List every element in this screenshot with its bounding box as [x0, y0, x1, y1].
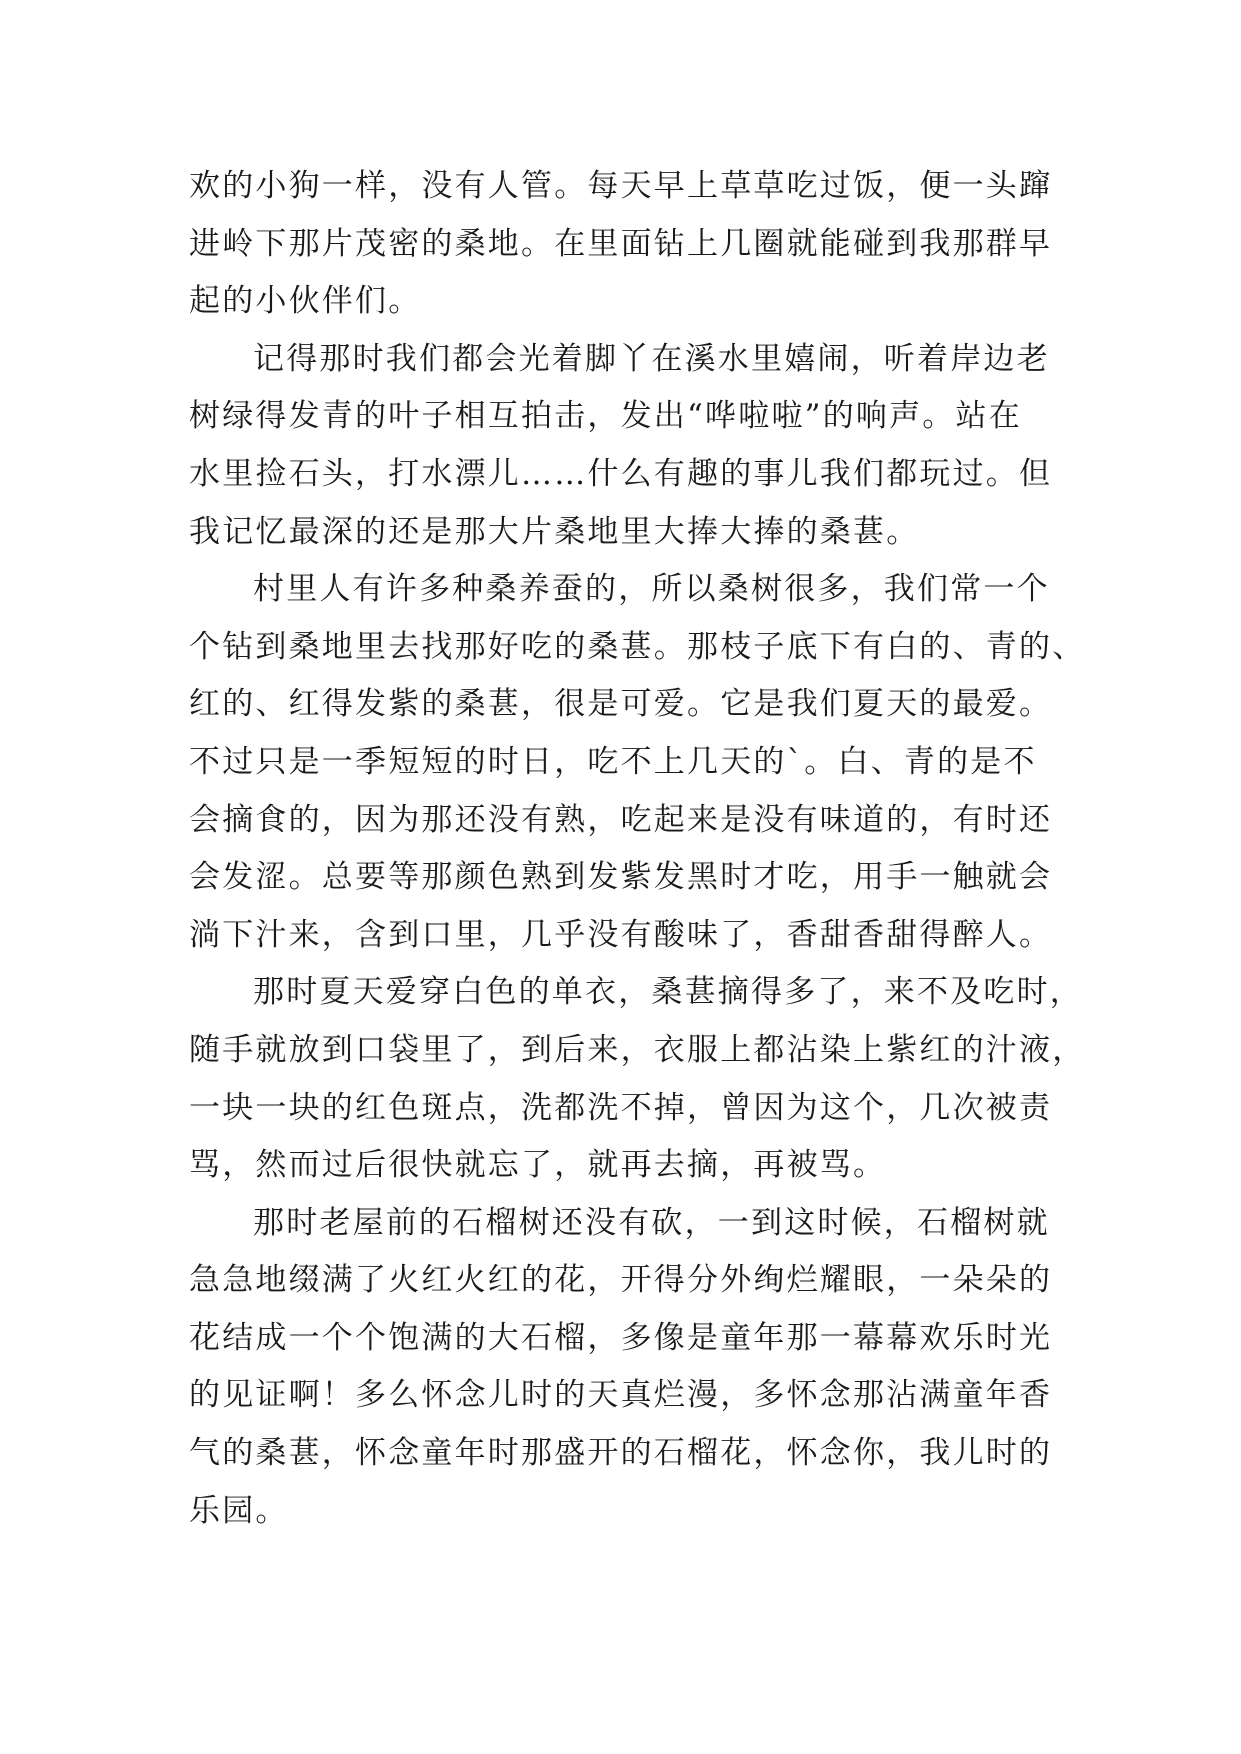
text-line: 淌下汁来，含到口里，几乎没有酸味了，香甜香甜得醉人。 [189, 916, 1053, 953]
text-line: 进岭下那片茂密的桑地。在里面钻上几圈就能碰到我那群早 [189, 225, 1053, 262]
text-line: 个钻到桑地里去找那好吃的桑葚。那枝子底下有白的、青的、 [189, 628, 1086, 665]
text-line: 我记忆最深的还是那大片桑地里大捧大捧的桑葚。 [189, 513, 920, 550]
text-line: 不过只是一季短短的时日，吃不上几天的`。白、青的是不 [189, 743, 1037, 780]
text-line: 的见证啊！多么怀念儿时的天真烂漫，多怀念那沾满童年香 [189, 1377, 1053, 1414]
text-line: 欢的小狗一样，没有人管。每天早上草草吃过饭，便一头蹿 [189, 168, 1053, 204]
text-line: 村里人有许多种桑养蚕的，所以桑树很多，我们常一个 [253, 571, 1050, 608]
text-line: 那时夏天爱穿白色的单衣，桑葚摘得多了，来不及吃时， [253, 974, 1083, 1011]
text-line: 骂，然而过后很快就忘了，就再去摘，再被骂。 [189, 1147, 887, 1184]
text-line: 会摘食的，因为那还没有熟，吃起来是没有味道的，有时还 [189, 801, 1053, 838]
text-line: 红的、红得发紫的桑葚，很是可爱。它是我们夏天的最爱。 [189, 686, 1053, 723]
text-line: 随手就放到口袋里了，到后来，衣服上都沾染上紫红的汁液， [189, 1031, 1086, 1068]
text-line: 花结成一个个饱满的大石榴，多像是童年那一幕幕欢乐时光 [189, 1319, 1053, 1356]
text-line: 会发涩。总要等那颜色熟到发紫发黑时才吃，用手一触就会 [189, 859, 1053, 896]
text-line: 乐园。 [189, 1492, 289, 1529]
text-line: 水里捡石头，打水漂儿……什么有趣的事儿我们都玩过。但 [189, 455, 1053, 492]
body-text [189, 158, 1086, 1540]
text-line: 记得那时我们都会光着脚丫在溪水里嬉闹，听着岸边老 [253, 340, 1050, 377]
text-line: 那时老屋前的石榴树还没有砍，一到这时候，石榴树就 [253, 1204, 1050, 1241]
text-line: 急急地缀满了火红火红的花，开得分外绚烂耀眼，一朵朵的 [189, 1262, 1053, 1299]
text-line: 起的小伙伴们。 [189, 283, 422, 320]
text-line: 气的桑葚，怀念童年时那盛开的石榴花，怀念你，我儿时的 [189, 1435, 1053, 1472]
text-line: 树绿得发青的叶子相互拍击，发出“哗啦啦”的响声。站在 [189, 398, 1022, 435]
text-line: 一块一块的红色斑点，洗都洗不掉，曾因为这个，几次被责 [189, 1089, 1053, 1126]
